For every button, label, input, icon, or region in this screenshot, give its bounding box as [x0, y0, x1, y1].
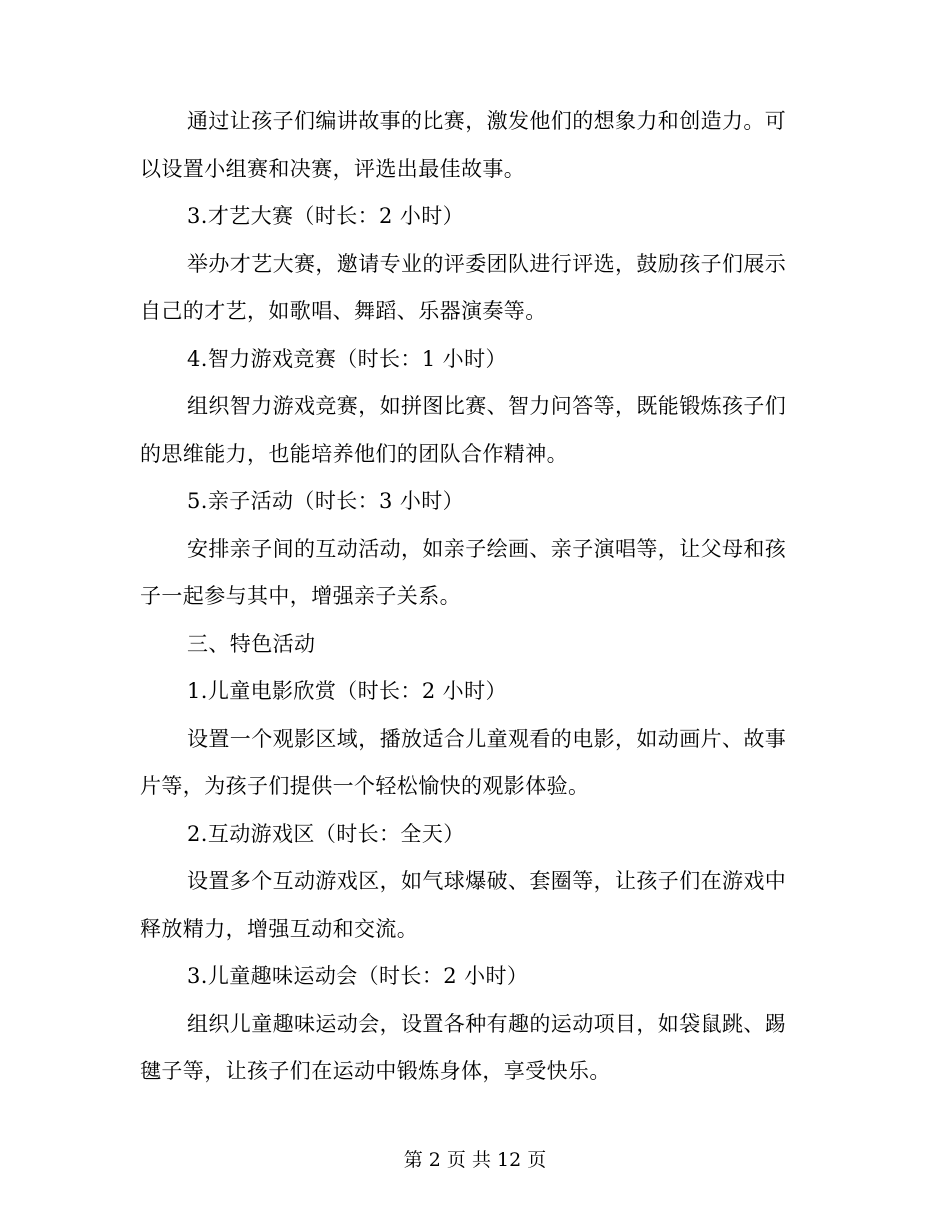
- paragraph-line: 通过让孩子们编讲故事的比赛，激发他们的想象力和创造力。可: [187, 109, 787, 133]
- paragraph-line: 子一起参与其中，增强亲子关系。: [140, 584, 461, 608]
- chapter-heading: 三、特色活动: [187, 631, 316, 656]
- paragraph-line: 片等，为孩子们提供一个轻松愉快的观影体验。: [140, 774, 590, 798]
- paragraph-line: 举办才艺大赛，邀请专业的评委团队进行评选，鼓励孩子们展示: [187, 251, 787, 276]
- section-heading: 3.儿童趣味运动会（时长：2 小时）: [187, 964, 529, 988]
- paragraph-line: 释放精力，增强互动和交流。: [140, 916, 419, 941]
- section-heading: 2.互动游戏区（时长：全天）: [187, 821, 465, 846]
- paragraph-line: 自己的才艺，如歌唱、舞蹈、乐器演奏等。: [140, 299, 547, 323]
- paragraph-line: 安排亲子间的互动活动，如亲子绘画、亲子演唱等，让父母和孩: [187, 536, 787, 561]
- paragraph-line: 设置多个互动游戏区，如气球爆破、套圈等，让孩子们在游戏中: [187, 869, 787, 893]
- section-heading: 3.才艺大赛（时长：2 小时）: [187, 204, 465, 228]
- paragraph-line: 设置一个观影区域，播放适合儿童观看的电影，如动画片、故事: [187, 726, 787, 751]
- paragraph-line: 组织儿童趣味运动会，设置各种有趣的运动项目，如袋鼠跳、踢: [187, 1011, 787, 1036]
- page-footer: 第 2 页 共 12 页: [403, 1149, 547, 1171]
- section-heading: 5.亲子活动（时长：3 小时）: [187, 489, 465, 513]
- paragraph-line: 的思维能力，也能培养他们的团队合作精神。: [140, 441, 568, 466]
- section-heading: 4.智力游戏竞赛（时长：1 小时）: [187, 346, 507, 371]
- paragraph-line: 毽子等，让孩子们在运动中锻炼身体，享受快乐。: [140, 1059, 611, 1083]
- document-body: [140, 98, 812, 1096]
- paragraph-line: 以设置小组赛和决赛，评选出最佳故事。: [140, 156, 526, 181]
- paragraph-line: 组织智力游戏竞赛，如拼图比赛、智力问答等，既能锻炼孩子们: [187, 394, 787, 418]
- section-heading: 1.儿童电影欣赏（时长：2 小时）: [187, 679, 507, 703]
